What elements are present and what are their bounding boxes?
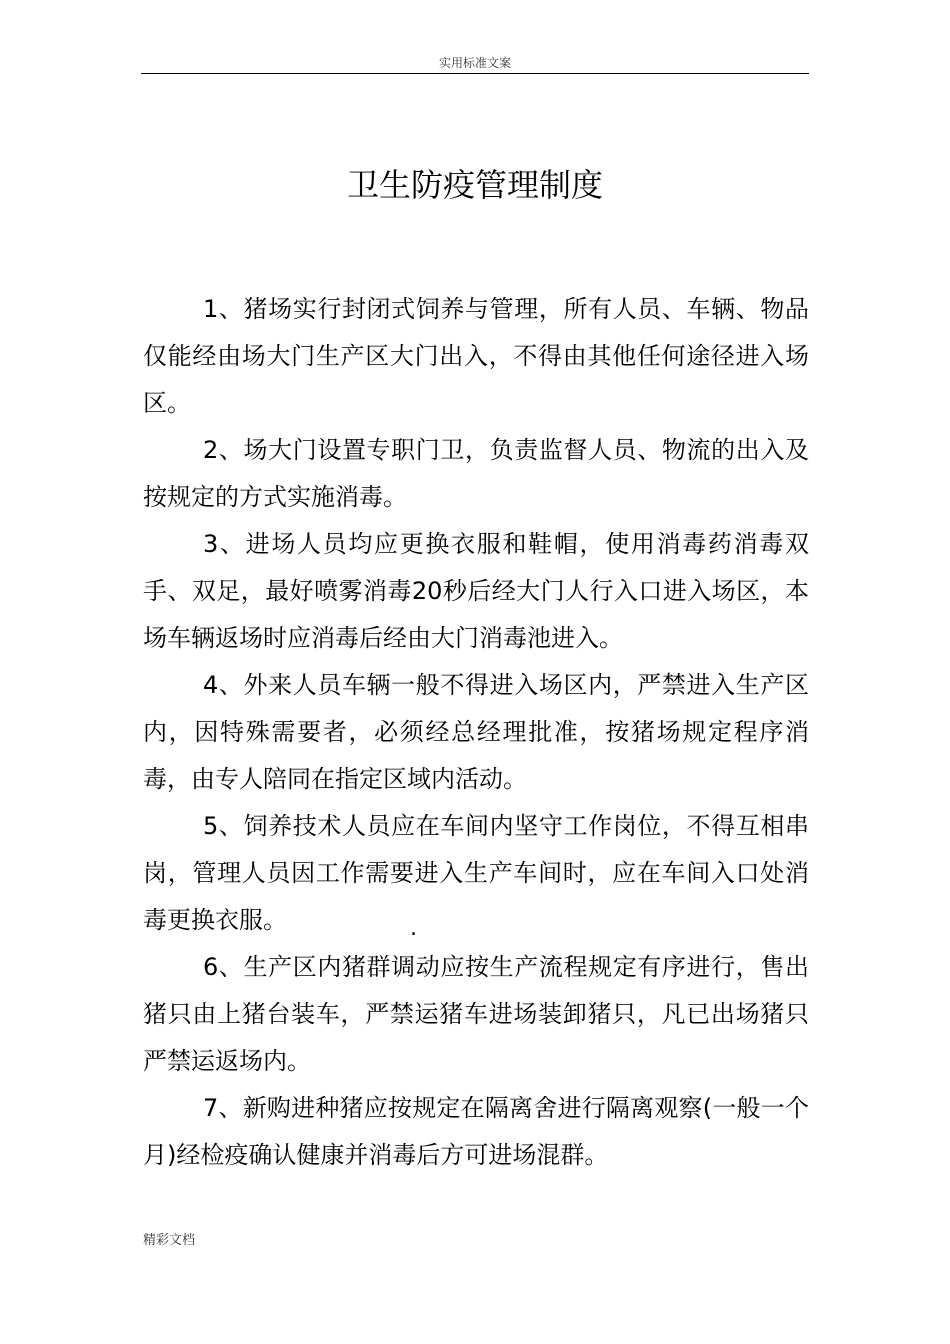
document-title: 卫生防疫管理制度 bbox=[346, 166, 603, 204]
paragraph-2: 2、场大门设置专职门卫，负责监督人员、物流的出入及按规定的方式实施消毒。 bbox=[143, 436, 809, 511]
paragraph-7: 7、新购进种猪应按规定在隔离舍进行隔离观察(一般一个月)经检疫确认健康并消毒后方可进场混群。 bbox=[143, 1094, 809, 1169]
document-body bbox=[143, 286, 809, 1179]
stray-mark: . bbox=[410, 916, 417, 941]
paragraph-4: 4、外来人员车辆一般不得进入场区内，严禁进入生产区内，因特殊需要者，必须经总经理批准，按猪场规定程序消毒，由专人陪同在指定区域内活动。 bbox=[143, 671, 809, 793]
page-footer: 精彩文档 bbox=[143, 1233, 196, 1248]
paragraph-5: 5、饲养技术人员应在车间内坚守工作岗位，不得互相串岗，管理人员因工作需要进入生产车间时，应在车间入口处消毒更换衣服。 bbox=[143, 812, 809, 934]
paragraph-6: 6、生产区内猪群调动应按生产流程规定有序进行，售出猪只由上猪台装车，严禁运猪车进场装卸猪只，凡已出场猪只严禁运返场内。 bbox=[143, 953, 809, 1075]
paragraph-1: 1、猪场实行封闭式饲养与管理，所有人员、车辆、物品仅能经由场大门生产区大门出入，不得由其他任何途径进入场区。 bbox=[143, 295, 809, 417]
paragraph-3: 3、进场人员均应更换衣服和鞋帽，使用消毒药消毒双手、双足，最好喷雾消毒20秒后经大门人行入口进入场区，本场车辆返场时应消毒后经由大门消毒池进入。 bbox=[143, 530, 809, 652]
page-header: 实用标准文案 bbox=[141, 55, 809, 74]
